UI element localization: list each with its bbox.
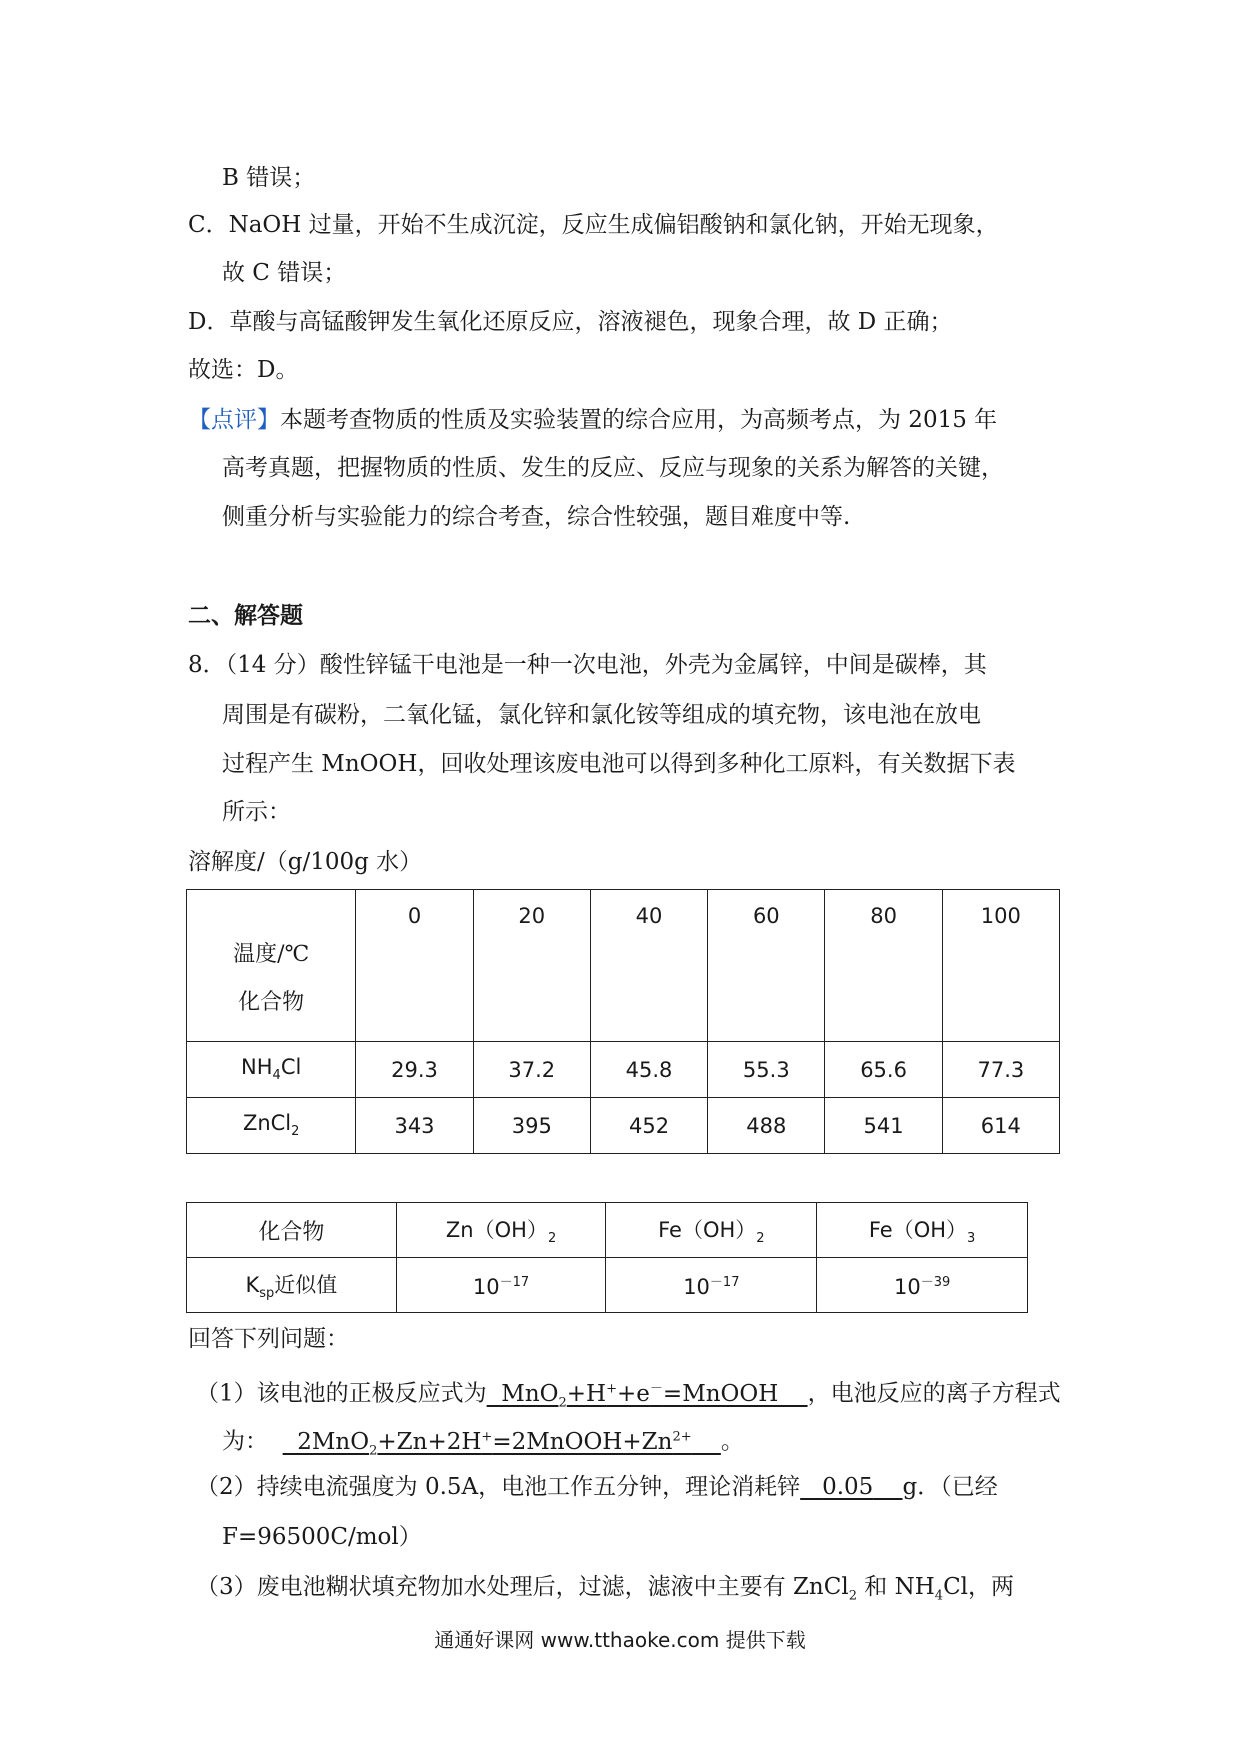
answer-select: 故选：D。 — [188, 357, 299, 383]
temp-cell: 100 — [942, 890, 1059, 1042]
temp-cell: 80 — [825, 890, 942, 1042]
sub1-blank2: $2MnO_2+Zn+2H^+=2MnOOH+Zn^{2+}$ — [282, 1428, 692, 1459]
sub1-line1 — [196, 1374, 1061, 1418]
table1-header-row — [187, 890, 1060, 1042]
value-cell: 55.3 — [708, 1042, 825, 1098]
header-temperature: 温度/℃ — [233, 942, 310, 967]
sub1-text-a: （1）该电池的正极反应式为 — [196, 1380, 487, 1407]
ksp-table — [186, 1202, 1028, 1313]
table2-header-row — [187, 1203, 1028, 1258]
ksp-value: $10^{-39}$ — [817, 1258, 1028, 1313]
ksp-row-label: $K_{sp}$近似值 — [187, 1258, 397, 1313]
compound-fe-oh-3: $Fe(OH)_3$ — [817, 1203, 1028, 1258]
value-cell: 395 — [473, 1098, 590, 1154]
sub3-line: （3）废电池糊状填充物加水处理后，过滤，滤液中主要有 ZnCl$_2$ 和 $NH_4Cl$，两 — [196, 1574, 1015, 1604]
answer-c-line2: 故 C 错误； — [222, 260, 347, 286]
comment-tag: 【点评】 — [188, 407, 280, 433]
comment-line2: 高考真题，把握物质的性质、发生的反应、反应与现象的关系为解答的关键， — [222, 455, 1004, 481]
comment-text-1: 本题考查物质的性质及实验装置的综合应用，为高频考点，为 2015 年 — [280, 407, 998, 433]
temp-cell: 20 — [473, 890, 590, 1042]
answer-d-line: D．草酸与高锰酸钾发生氧化还原反应，溶液褪色，现象合理，故 D 正确； — [188, 309, 953, 335]
q8-line3: 过程产生 MnOOH，回收处理该废电池可以得到多种化工原料，有关数据下表 — [222, 751, 1016, 777]
answer-prompt: 回答下列问题： — [188, 1326, 349, 1352]
answer-b-tail: B 错误； — [222, 165, 316, 191]
ksp-value: $10^{-17}$ — [396, 1258, 606, 1313]
value-cell: 614 — [942, 1098, 1059, 1154]
sub1-blank1: MnO$_2$+H++e－=MnOOH — [486, 1380, 808, 1411]
sub1-text-d: 。 — [720, 1428, 744, 1455]
value-cell: 488 — [708, 1098, 825, 1154]
solubility-table — [186, 889, 1060, 1154]
value-cell: 37.2 — [473, 1042, 590, 1098]
compound-name-nh4cl: $NH_4Cl$ — [187, 1042, 356, 1098]
temp-cell: 40 — [590, 890, 707, 1042]
table-row — [187, 1258, 1028, 1313]
compound-fe-oh-2: $Fe(OH)_2$ — [606, 1203, 817, 1258]
q8-line4: 所示： — [222, 799, 291, 825]
value-cell: 29.3 — [356, 1042, 473, 1098]
q8-line2: 周围是有碳粉，二氧化锰，氯化锌和氯化铵等组成的填充物，该电池在放电 — [222, 702, 981, 728]
sub2-line1 — [196, 1472, 998, 1502]
sub2-text-a: （2）持续电流强度为 0.5A，电池工作五分钟，理论消耗锌 — [196, 1474, 801, 1500]
header-compound: 化合物 — [238, 990, 305, 1015]
table1-header-corner — [187, 890, 356, 1042]
sub1-text-b: ，电池反应的离子方程式 — [807, 1380, 1061, 1407]
temp-cell: 0 — [356, 890, 473, 1042]
value-cell: 45.8 — [590, 1042, 707, 1098]
page-footer: 通通好课网 www.tthaoke.com 提供下载 — [434, 1628, 806, 1652]
table1-caption: 溶解度/（g/100g 水） — [188, 849, 423, 875]
comment-line3: 侧重分析与实验能力的综合考查，综合性较强，题目难度中等. — [222, 504, 851, 530]
sub2-text-b: g．（已经 — [902, 1474, 998, 1500]
q8-line1: 8．（14 分）酸性锌锰干电池是一种一次电池，外壳为金属锌，中间是碳棒，其 — [188, 652, 987, 678]
sub1-text-c: 为： — [222, 1428, 268, 1455]
value-cell: 541 — [825, 1098, 942, 1154]
sub2-line2: F=96500C/mol） — [222, 1524, 422, 1550]
compound-name-zncl2: ZnCl$_2$ — [187, 1098, 356, 1154]
sub1-line2 — [222, 1422, 744, 1466]
table-row — [187, 1098, 1060, 1154]
value-cell: 452 — [590, 1098, 707, 1154]
section-title: 二、解答题 — [188, 602, 303, 629]
compound-zn-oh-2: $Zn(OH)_2$ — [396, 1203, 606, 1258]
temp-cell: 60 — [708, 890, 825, 1042]
comment-line1 — [188, 405, 997, 435]
value-cell: 343 — [356, 1098, 473, 1154]
value-cell: 65.6 — [825, 1042, 942, 1098]
sub2-blank-value: 0.05 — [822, 1474, 874, 1500]
ksp-value: $10^{-17}$ — [606, 1258, 817, 1313]
table-row — [187, 1042, 1060, 1098]
answer-c-line1: C．NaOH 过量，开始不生成沉淀，反应生成偏铝酸钠和氯化钠，开始无现象， — [188, 212, 999, 238]
sub2-blank — [800, 1474, 902, 1500]
value-cell: 77.3 — [942, 1042, 1059, 1098]
table2-header: 化合物 — [187, 1203, 397, 1258]
